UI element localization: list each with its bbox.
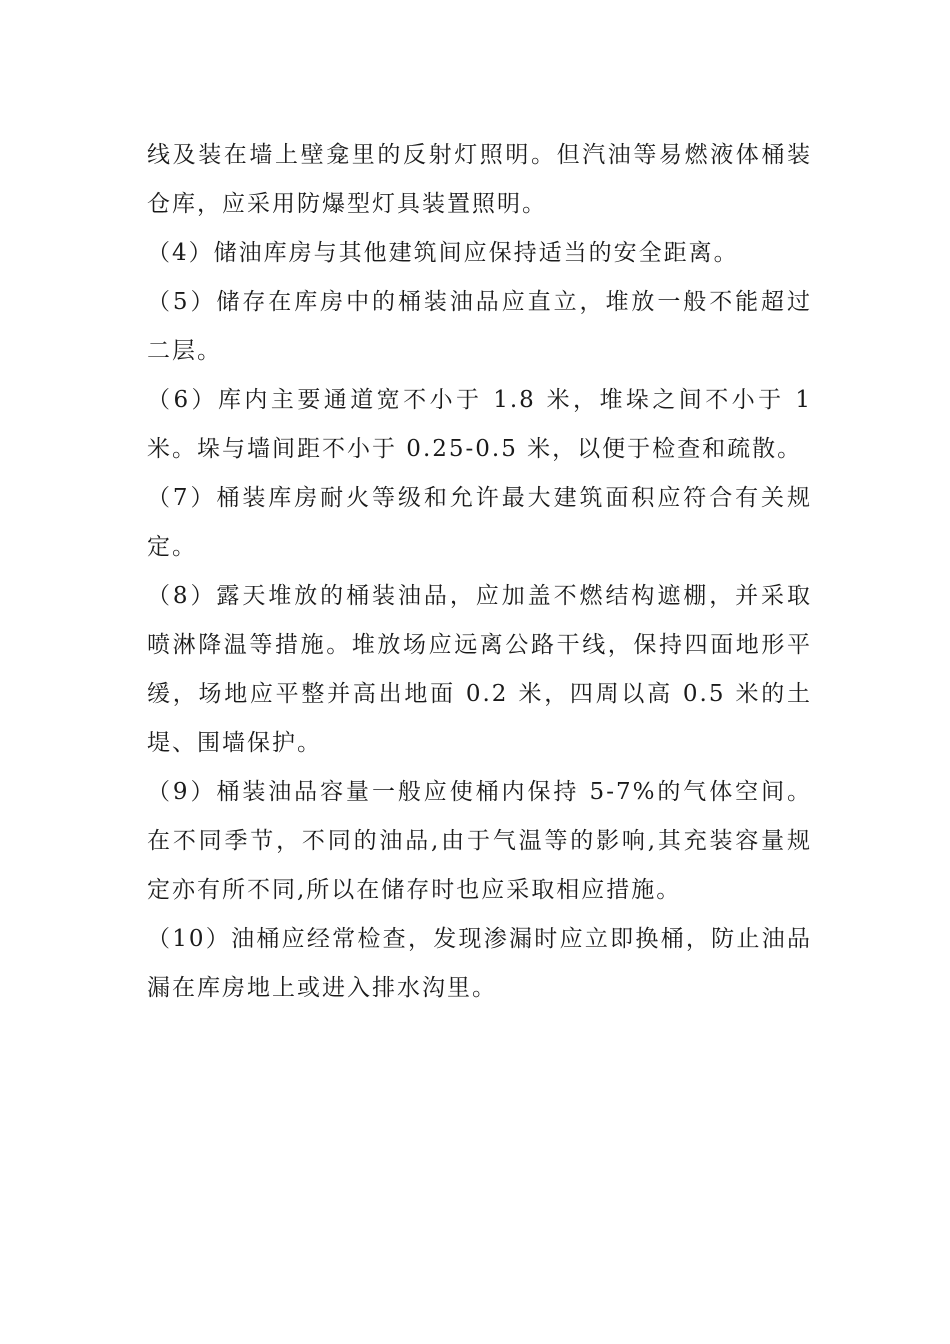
document-body: [147, 131, 812, 1013]
paragraph-continued: 线及装在墙上壁龛里的反射灯照明。但汽油等易燃液体桶装仓库，应采用防爆型灯具装置照明。: [147, 142, 812, 217]
paragraph-item-6: （6）库内主要通道宽不小于 1.8 米，堆垛之间不小于 1 米。垛与墙间距不小于 0.25-0.5 米，以便于检查和疏散。: [147, 387, 812, 462]
paragraph-item-10: （10）油桶应经常检查，发现渗漏时应立即换桶，防止油品漏在库房地上或进入排水沟里。: [147, 926, 812, 1001]
paragraph-item-9: （9）桶装油品容量一般应使桶内保持 5-7%的气体空间。在不同季节，不同的油品,由于气温等的影响,其充装容量规定亦有所不同,所以在储存时也应采取相应措施。: [147, 779, 812, 903]
paragraph-item-8: （8）露天堆放的桶装油品，应加盖不燃结构遮棚，并采取喷淋降温等措施。堆放场应远离公路干线，保持四面地形平缓，场地应平整并高出地面 0.2 米，四周以高 0.5 米的土堤、围墙保护。: [147, 583, 812, 756]
paragraph-item-7: （7）桶装库房耐火等级和允许最大建筑面积应符合有关规定。: [147, 485, 812, 560]
paragraph-item-4: （4）储油库房与其他建筑间应保持适当的安全距离。: [147, 240, 739, 266]
paragraph-item-5: （5）储存在库房中的桶装油品应直立，堆放一般不能超过二层。: [147, 289, 812, 364]
